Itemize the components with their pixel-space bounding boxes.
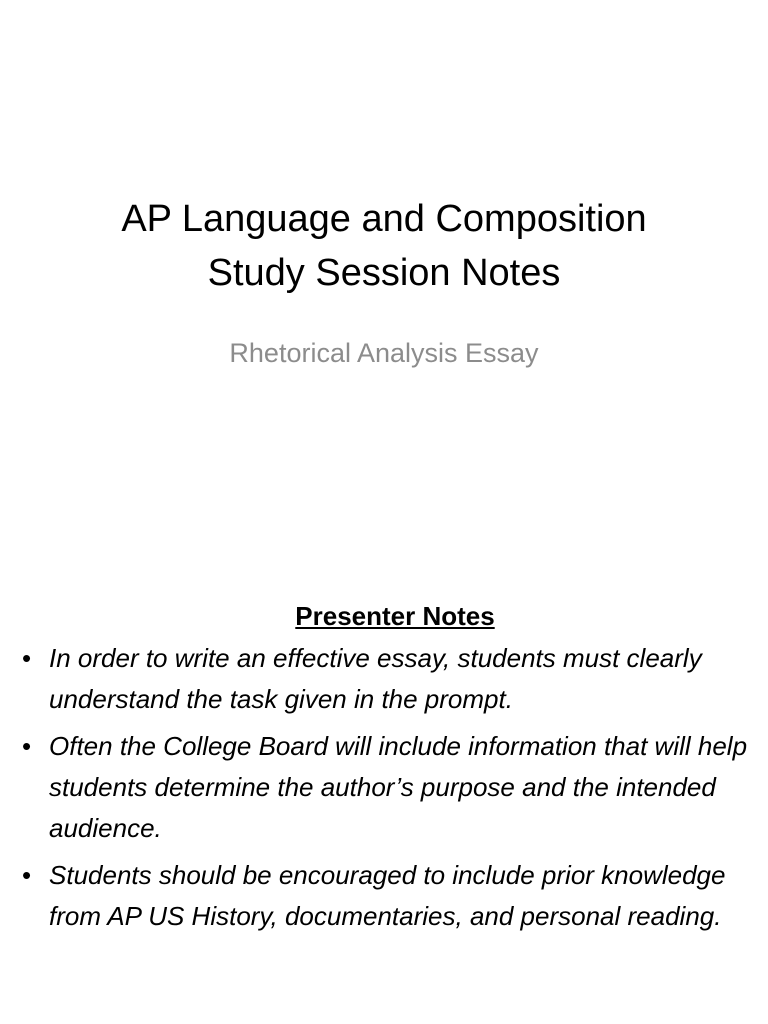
presenter-notes-list — [0, 638, 768, 937]
presenter-notes — [0, 596, 768, 943]
notes-list-item — [0, 855, 768, 937]
bullet-icon: • — [22, 860, 32, 890]
bullet-icon: • — [22, 731, 32, 761]
presenter-notes-heading: Presenter Notes — [295, 601, 495, 631]
slide-title-line-2: Study Session Notes — [207, 252, 561, 294]
slide-title — [40, 192, 728, 300]
bullet-icon: • — [22, 643, 32, 673]
slide-title-line-1: AP Language and Composition — [121, 198, 647, 240]
slide-subtitle: Rhetorical Analysis Essay — [229, 338, 539, 368]
notes-item-text: Students should be encouraged to include prior knowledge from AP US History, documentaries, and personal reading. — [49, 860, 726, 931]
notes-item-text: In order to write an effective essay, students must clearly understand the task given in the prompt. — [49, 643, 702, 714]
notes-list-item — [0, 726, 768, 849]
notes-item-text: Often the College Board will include information that will help students determine the author’s purpose and the intended audience. — [49, 731, 748, 843]
notes-list-item — [0, 638, 768, 720]
